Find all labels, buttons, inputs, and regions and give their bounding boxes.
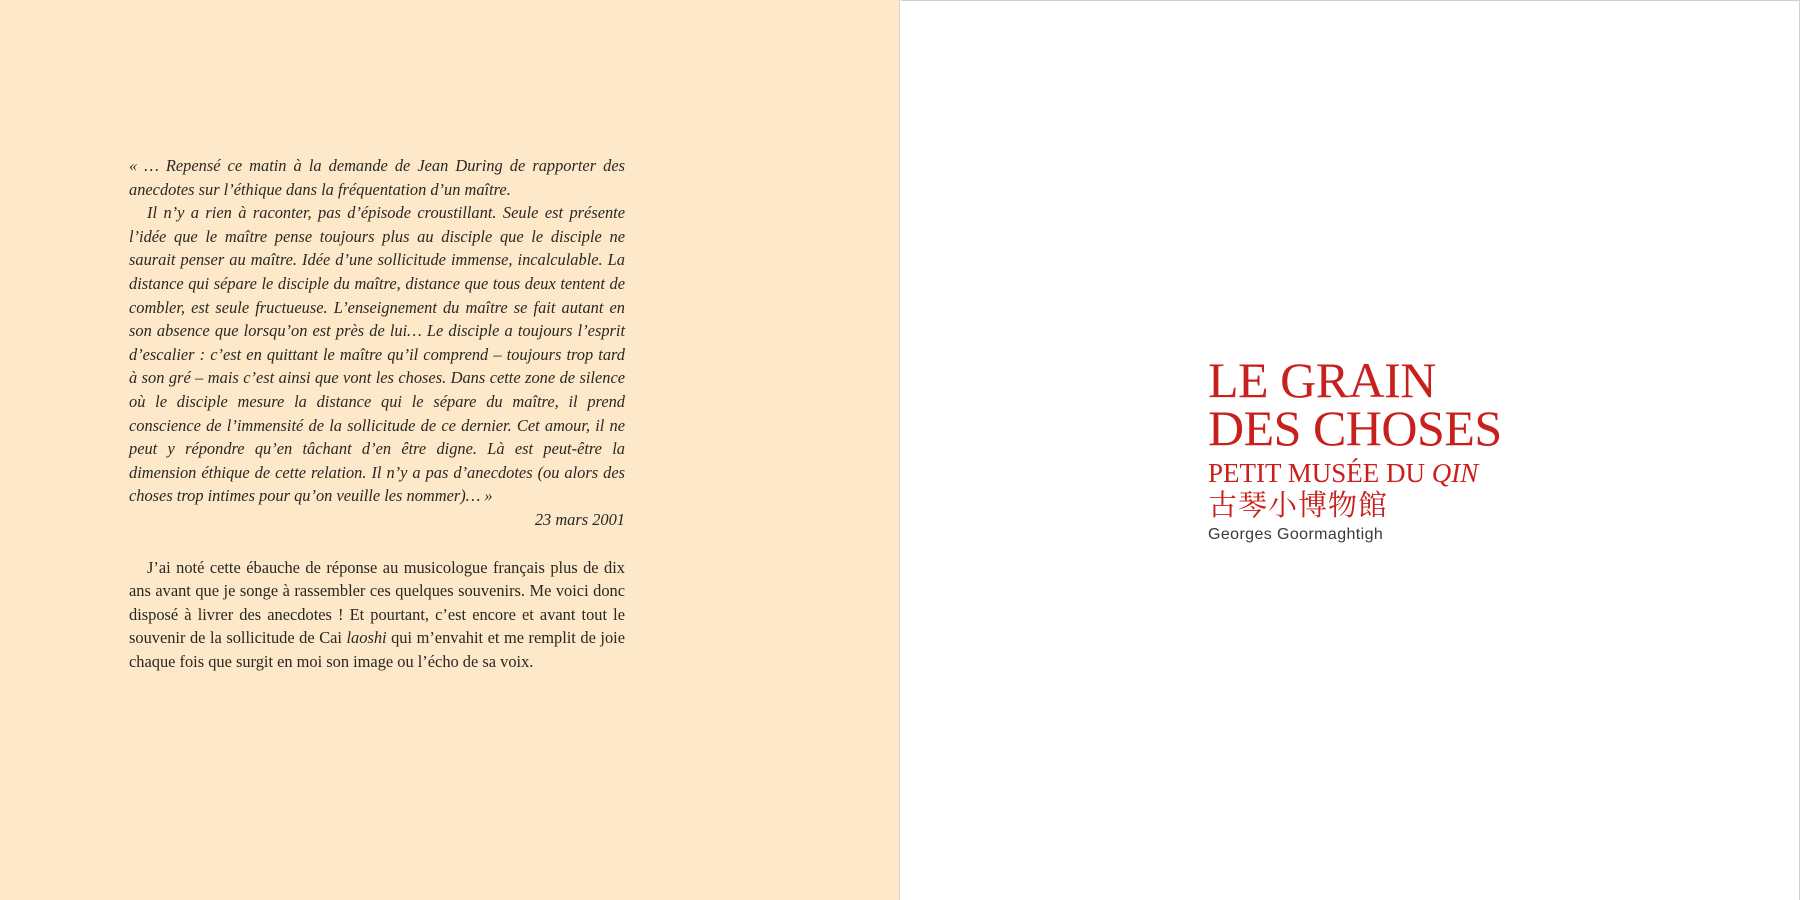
quote-date: 23 mars 2001 — [534, 509, 625, 529]
subtitle-italic: QIN — [1431, 458, 1479, 488]
quote-paragraph-1: « … Repensé ce matin à la demande de Jean During de rapporter des anecdotes sur l’éthique dans la fréquentation d’un maître. — [129, 156, 625, 199]
prose-text-part-1: J’ai noté cette ébauche de réponse au musicologue français plus de dix ans avant que je songe à rassembler ces quelques souvenirs. Me voici donc disposé à livrer des anecdotes ! Et pourtant, c’est encore et avant tout le souvenir de la sollicitude de Cai — [129, 557, 625, 648]
quote-paragraph-2: Il n’y a rien à raconter, pas d’épisode croustillant. Seule est présente l’idée que le maître pense toujours plus au disciple que le disciple ne saurait penser au maître. Idée d’une sollicitude immense, incalculable. La distance qui sépare le disciple du maître, distance que tous deux tentent de combler, est seule fructueuse. L’enseignement du maître se fait autant en son absence que lorsqu’on est près de lui… Le disciple a toujours l’esprit d’escalier : c’est en quittant le maître qu’il comprend – toujours trop tard à son gré – mais c’est ainsi que vont les choses. Dans cette zone de silence où le disciple mesure la distance qui le sépare du maître, il prend conscience de l’immensité de la sollicitude de ce dernier. Cet amour, il ne peut y répondre qu’en tâchant d’en être digne. Là est peut-être la dimension éthique de cette relation. Il n’y a pas d’anecdotes (ou alors des choses trop intimes pour qu’on veuille les nommer)… » — [129, 203, 625, 506]
author-name: Georges Goormaghtigh — [1208, 526, 1384, 543]
prose-text — [129, 556, 625, 674]
subtitle-main: PETIT MUSÉE DU — [1208, 458, 1432, 488]
prose-paragraph — [129, 556, 625, 674]
book-subtitle — [1208, 458, 1502, 488]
book-title-line-1: LE GRAIN — [1208, 352, 1436, 408]
prose-text-part-2: qui m’envahit et me remplit de joie chaque fois que surgit en moi son image ou l’écho de sa voix. — [129, 628, 625, 671]
quotation — [129, 154, 625, 532]
title-block — [1208, 352, 1502, 546]
body-text-block — [129, 154, 625, 673]
book-title-line-2: DES CHOSES — [1208, 400, 1502, 456]
prose-italic-word: laoshi — [346, 628, 387, 648]
page-edge-top — [901, 0, 1800, 1]
chinese-title: 古琴小博物館 — [1208, 488, 1389, 522]
